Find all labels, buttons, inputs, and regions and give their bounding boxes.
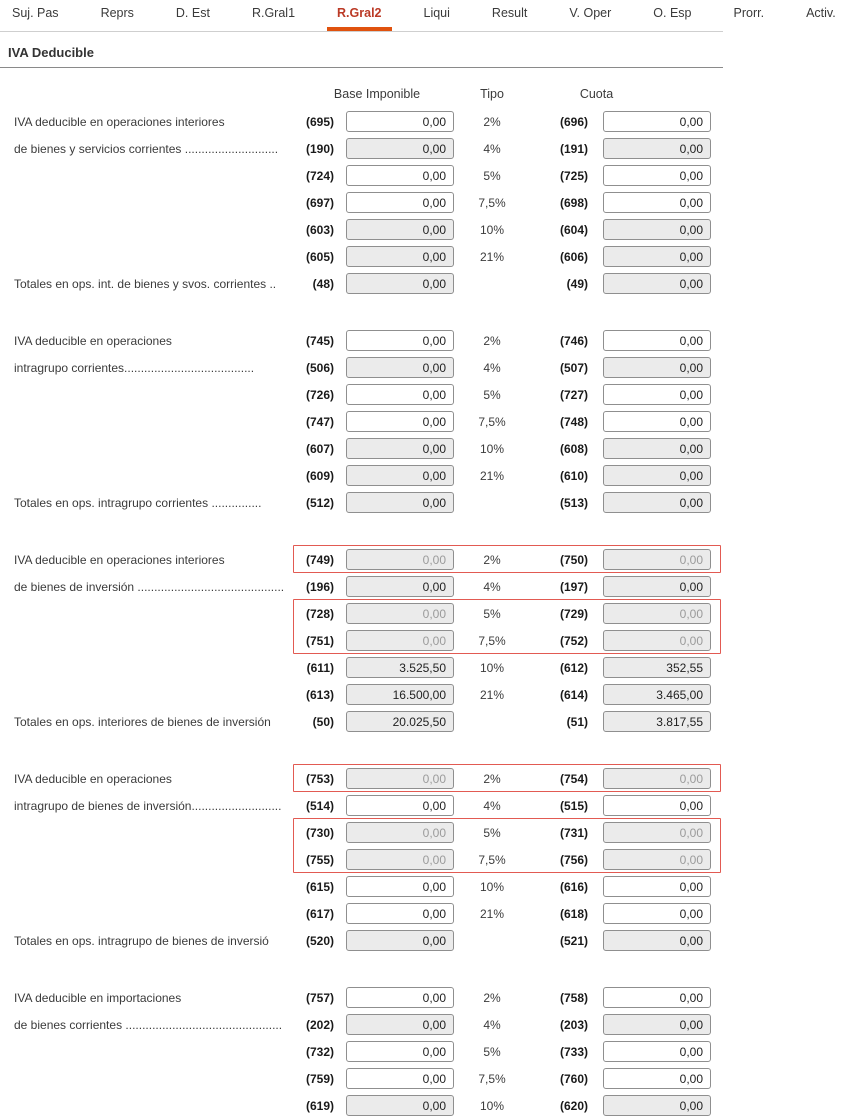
cuota-amount-input-wrap	[590, 549, 713, 570]
base-code: (611)	[306, 660, 334, 675]
base-code: (755)	[305, 852, 334, 867]
form-row	[0, 1092, 723, 1119]
base-code: (196)	[305, 579, 334, 594]
cuota-code: (614)	[559, 687, 588, 702]
form-row	[0, 1038, 723, 1065]
form-section	[0, 327, 723, 516]
base-amount-input	[346, 684, 454, 705]
cuota-amount-input	[603, 273, 711, 294]
tipo-rate: 10%	[479, 1098, 505, 1113]
cuota-amount-input-wrap	[590, 330, 713, 351]
cuota-code: (760)	[559, 1071, 588, 1086]
row-label: IVA deducible en operaciones	[14, 333, 172, 348]
base-code: (603)	[305, 222, 334, 237]
base-amount-input-wrap	[336, 438, 454, 459]
form-row	[0, 243, 723, 270]
cuota-amount-input-wrap	[590, 849, 713, 870]
cuota-code: (513)	[559, 495, 588, 510]
cuota-amount-input	[603, 576, 711, 597]
base-code: (728)	[305, 606, 334, 621]
form-row	[0, 162, 723, 189]
base-amount-input-wrap	[336, 492, 454, 513]
base-amount-input	[346, 219, 454, 240]
cuota-amount-input-wrap	[590, 603, 713, 624]
base-amount-input-wrap	[336, 192, 454, 213]
cuota-amount-input-wrap	[590, 1014, 713, 1035]
totals-row	[0, 270, 723, 297]
totals-label: Totales en ops. int. de bienes y svos. corrientes ..	[14, 276, 277, 291]
cuota-code: (696)	[559, 114, 588, 129]
base-code: (520)	[305, 933, 334, 948]
base-amount-input-wrap	[336, 849, 454, 870]
tab-bar	[0, 0, 836, 32]
form-row	[0, 462, 723, 489]
cuota-amount-input-wrap	[590, 138, 713, 159]
cuota-amount-input	[603, 684, 711, 705]
column-headers	[0, 82, 723, 106]
form-row	[0, 435, 723, 462]
form-row	[0, 573, 723, 600]
base-amount-input-wrap	[336, 903, 454, 924]
base-amount-input	[346, 138, 454, 159]
tipo-rate: 21%	[479, 249, 505, 264]
base-amount-input	[346, 849, 454, 870]
base-amount-input-wrap	[336, 384, 454, 405]
column-header-tipo: Tipo	[480, 87, 504, 101]
cuota-amount-input	[603, 630, 711, 651]
cuota-amount-input-wrap	[590, 768, 713, 789]
row-label: IVA deducible en importaciones	[14, 990, 182, 1005]
base-amount-input	[346, 930, 454, 951]
tipo-rate: 10%	[479, 441, 505, 456]
base-amount-input-wrap	[336, 411, 454, 432]
totals-row	[0, 927, 723, 954]
totals-row	[0, 708, 723, 735]
base-amount-input[interactable]	[346, 411, 454, 432]
base-code: (605)	[305, 249, 334, 264]
tab-r-gral1[interactable]: R.Gral1	[251, 6, 296, 20]
base-code: (724)	[305, 168, 334, 183]
cuota-code: (604)	[559, 222, 588, 237]
tipo-rate: 2%	[483, 114, 501, 129]
cuota-amount-input[interactable]	[603, 411, 711, 432]
base-amount-input	[346, 246, 454, 267]
base-code: (617)	[305, 906, 334, 921]
form-row	[0, 216, 723, 243]
cuota-amount-input-wrap	[590, 684, 713, 705]
cuota-amount-input	[603, 438, 711, 459]
base-amount-input[interactable]	[346, 795, 454, 816]
base-amount-input-wrap	[336, 357, 454, 378]
base-amount-input-wrap	[336, 330, 454, 351]
base-code: (615)	[305, 879, 334, 894]
cuota-code: (727)	[559, 387, 588, 402]
tipo-rate: 2%	[483, 771, 501, 786]
cuota-amount-input[interactable]	[603, 795, 711, 816]
base-amount-input-wrap	[336, 987, 454, 1008]
form-section	[0, 546, 723, 735]
base-amount-input	[346, 630, 454, 651]
base-code: (747)	[305, 414, 334, 429]
cuota-code: (698)	[559, 195, 588, 210]
form-row	[0, 354, 723, 381]
tab-liqui[interactable]: Liqui	[423, 6, 450, 20]
cuota-code: (725)	[559, 168, 588, 183]
column-header-cuota: Cuota	[579, 87, 614, 101]
base-amount-input	[346, 1014, 454, 1035]
cuota-amount-input-wrap	[590, 987, 713, 1008]
cuota-amount-input-wrap	[590, 111, 713, 132]
tipo-rate: 5%	[483, 606, 501, 621]
totals-label: Totales en ops. intragrupo corrientes ...............	[14, 495, 262, 510]
cuota-amount-input	[603, 549, 711, 570]
cuota-amount-input-wrap	[590, 357, 713, 378]
base-amount-input-wrap	[336, 930, 454, 951]
base-code: (751)	[305, 633, 334, 648]
base-amount-input[interactable]	[346, 987, 454, 1008]
cuota-code: (729)	[559, 606, 588, 621]
tipo-rate: 5%	[483, 168, 501, 183]
tipo-rate: 10%	[479, 222, 505, 237]
form-section	[0, 984, 723, 1119]
base-code: (514)	[305, 798, 334, 813]
base-amount-input-wrap	[336, 876, 454, 897]
cuota-amount-input[interactable]	[603, 1041, 711, 1062]
cuota-code: (515)	[559, 798, 588, 813]
base-code: (48)	[312, 276, 334, 291]
form-row	[0, 627, 723, 654]
cuota-amount-input-wrap	[590, 1095, 713, 1116]
cuota-amount-input[interactable]	[603, 1068, 711, 1089]
tipo-rate: 4%	[483, 798, 501, 813]
cuota-amount-input-wrap	[590, 411, 713, 432]
tipo-rate: 7,5%	[478, 1071, 506, 1086]
form-row	[0, 984, 723, 1011]
base-code: (50)	[312, 714, 334, 729]
form-row	[0, 846, 723, 873]
cuota-amount-input-wrap	[590, 384, 713, 405]
cuota-code: (191)	[559, 141, 588, 156]
base-amount-input[interactable]	[346, 1041, 454, 1062]
cuota-code: (610)	[559, 468, 588, 483]
tipo-rate: 7,5%	[478, 852, 506, 867]
cuota-amount-input-wrap	[590, 165, 713, 186]
cuota-amount-input	[603, 357, 711, 378]
base-amount-input-wrap	[336, 465, 454, 486]
cuota-amount-input[interactable]	[603, 192, 711, 213]
cuota-amount-input[interactable]	[603, 330, 711, 351]
column-header-base: Base Imponible	[333, 87, 421, 101]
cuota-code: (618)	[559, 906, 588, 921]
base-amount-input[interactable]	[346, 165, 454, 186]
base-code: (749)	[305, 552, 334, 567]
base-amount-input[interactable]	[346, 330, 454, 351]
form-row	[0, 873, 723, 900]
base-amount-input-wrap	[336, 795, 454, 816]
tab-d-est[interactable]: D. Est	[175, 6, 210, 20]
tipo-rate: 10%	[479, 879, 505, 894]
cuota-amount-input-wrap	[590, 657, 713, 678]
row-label: IVA deducible en operaciones	[14, 771, 172, 786]
form-row	[0, 792, 723, 819]
base-amount-input	[346, 603, 454, 624]
form-row	[0, 189, 723, 216]
base-amount-input	[346, 768, 454, 789]
base-code: (190)	[305, 141, 334, 156]
cuota-amount-input-wrap	[590, 903, 713, 924]
cuota-amount-input	[603, 822, 711, 843]
form-row	[0, 1065, 723, 1092]
cuota-amount-input-wrap	[590, 630, 713, 651]
tab-suj-pas[interactable]: Suj. Pas	[12, 6, 59, 20]
cuota-code: (49)	[566, 276, 588, 291]
tipo-rate: 4%	[483, 1017, 501, 1032]
base-code: (697)	[305, 195, 334, 210]
base-code: (757)	[305, 990, 334, 1005]
form-row	[0, 135, 723, 162]
form-row	[0, 408, 723, 435]
base-code: (619)	[305, 1098, 334, 1113]
cuota-code: (203)	[559, 1017, 588, 1032]
tipo-rate: 4%	[483, 141, 501, 156]
tipo-rate: 5%	[483, 387, 501, 402]
form-row	[0, 681, 723, 708]
tipo-rate: 2%	[483, 552, 501, 567]
cuota-amount-input-wrap	[590, 438, 713, 459]
cuota-amount-input[interactable]	[603, 111, 711, 132]
base-amount-input-wrap	[336, 165, 454, 186]
base-amount-input[interactable]	[346, 903, 454, 924]
base-amount-input-wrap	[336, 1014, 454, 1035]
page-title: IVA Deducible	[8, 45, 94, 60]
cuota-code: (746)	[559, 333, 588, 348]
base-amount-input	[346, 438, 454, 459]
tab-reprs[interactable]: Reprs	[100, 6, 134, 20]
cuota-amount-input	[603, 849, 711, 870]
base-amount-input-wrap	[336, 246, 454, 267]
row-label: IVA deducible en operaciones interiores	[14, 552, 225, 567]
cuota-amount-input-wrap	[590, 1068, 713, 1089]
cuota-code: (731)	[559, 825, 588, 840]
base-amount-input-wrap	[336, 219, 454, 240]
cuota-code: (606)	[559, 249, 588, 264]
cuota-amount-input-wrap	[590, 1041, 713, 1062]
cuota-amount-input-wrap	[590, 822, 713, 843]
base-amount-input-wrap	[336, 576, 454, 597]
cuota-amount-input-wrap	[590, 930, 713, 951]
cuota-amount-input-wrap	[590, 492, 713, 513]
cuota-code: (616)	[559, 879, 588, 894]
form-section	[0, 108, 723, 297]
base-amount-input	[346, 711, 454, 732]
base-amount-input-wrap	[336, 273, 454, 294]
base-code: (695)	[305, 114, 334, 129]
form-row	[0, 819, 723, 846]
cuota-amount-input	[603, 657, 711, 678]
tipo-rate: 7,5%	[478, 414, 506, 429]
tipo-rate: 10%	[479, 660, 505, 675]
cuota-amount-input	[603, 603, 711, 624]
tipo-rate: 2%	[483, 990, 501, 1005]
form-row	[0, 546, 723, 573]
cuota-code: (608)	[559, 441, 588, 456]
cuota-amount-input	[603, 711, 711, 732]
cuota-code: (754)	[559, 771, 588, 786]
base-code: (745)	[305, 333, 334, 348]
base-amount-input	[346, 549, 454, 570]
cuota-code: (612)	[559, 660, 588, 675]
base-amount-input-wrap	[336, 1068, 454, 1089]
base-amount-input-wrap	[336, 138, 454, 159]
tab-r-gral2[interactable]: R.Gral2	[327, 0, 391, 31]
base-amount-input-wrap	[336, 822, 454, 843]
base-amount-input	[346, 465, 454, 486]
cuota-amount-input[interactable]	[603, 384, 711, 405]
tipo-rate: 21%	[479, 906, 505, 921]
base-amount-input[interactable]	[346, 876, 454, 897]
cuota-code: (748)	[559, 414, 588, 429]
base-amount-input-wrap	[336, 603, 454, 624]
base-amount-input	[346, 357, 454, 378]
base-amount-input	[346, 273, 454, 294]
cuota-amount-input[interactable]	[603, 903, 711, 924]
base-amount-input-wrap	[336, 684, 454, 705]
cuota-amount-input	[603, 930, 711, 951]
tab-result[interactable]: Result	[491, 6, 528, 20]
totals-label: Totales en ops. intragrupo de bienes de inversió	[14, 933, 269, 948]
base-amount-input-wrap	[336, 768, 454, 789]
form-row	[0, 1011, 723, 1038]
tab-activ[interactable]: Activ.	[806, 6, 836, 20]
row-label: IVA deducible en operaciones interiores	[14, 114, 225, 129]
form-row	[0, 327, 723, 354]
cuota-amount-input	[603, 465, 711, 486]
base-code: (732)	[305, 1044, 334, 1059]
cuota-code: (51)	[566, 714, 588, 729]
row-label: intragrupo corrientes.......................................	[14, 360, 255, 375]
base-code: (506)	[305, 360, 334, 375]
tab-v-oper[interactable]: V. Oper	[569, 6, 612, 20]
base-amount-input	[346, 492, 454, 513]
base-amount-input-wrap	[336, 630, 454, 651]
base-amount-input-wrap	[336, 1095, 454, 1116]
cuota-amount-input	[603, 219, 711, 240]
tipo-rate: 7,5%	[478, 195, 506, 210]
cuota-amount-input-wrap	[590, 192, 713, 213]
cuota-code: (197)	[559, 579, 588, 594]
form-row	[0, 654, 723, 681]
tipo-rate: 5%	[483, 825, 501, 840]
cuota-amount-input	[603, 246, 711, 267]
base-code: (607)	[305, 441, 334, 456]
totals-label: Totales en ops. interiores de bienes de inversión	[14, 714, 271, 729]
totals-row	[0, 489, 723, 516]
base-amount-input-wrap	[336, 111, 454, 132]
cuota-amount-input[interactable]	[603, 987, 711, 1008]
cuota-amount-input-wrap	[590, 711, 713, 732]
base-code: (609)	[305, 468, 334, 483]
form-row	[0, 600, 723, 627]
base-amount-input-wrap	[336, 711, 454, 732]
cuota-amount-input-wrap	[590, 273, 713, 294]
base-amount-input	[346, 576, 454, 597]
cuota-code: (733)	[559, 1044, 588, 1059]
base-code: (202)	[305, 1017, 334, 1032]
cuota-amount-input-wrap	[590, 219, 713, 240]
base-code: (726)	[305, 387, 334, 402]
tipo-rate: 21%	[479, 468, 505, 483]
cuota-amount-input-wrap	[590, 795, 713, 816]
cuota-amount-input	[603, 1014, 711, 1035]
base-amount-input	[346, 1095, 454, 1116]
base-code: (512)	[305, 495, 334, 510]
base-code: (730)	[305, 825, 334, 840]
base-amount-input[interactable]	[346, 384, 454, 405]
tab-prorr[interactable]: Prorr.	[733, 6, 765, 20]
row-label: de bienes de inversión ............................................	[14, 579, 285, 594]
form-row	[0, 381, 723, 408]
base-amount-input	[346, 657, 454, 678]
cuota-amount-input	[603, 768, 711, 789]
cuota-code: (507)	[559, 360, 588, 375]
cuota-amount-input	[603, 138, 711, 159]
base-amount-input[interactable]	[346, 1068, 454, 1089]
form-section	[0, 765, 723, 954]
base-amount-input-wrap	[336, 549, 454, 570]
section-title-bar	[0, 32, 723, 68]
cuota-code: (620)	[559, 1098, 588, 1113]
cuota-amount-input	[603, 1095, 711, 1116]
base-amount-input[interactable]	[346, 111, 454, 132]
cuota-amount-input[interactable]	[603, 876, 711, 897]
base-code: (759)	[305, 1071, 334, 1086]
tipo-rate: 5%	[483, 1044, 501, 1059]
tipo-rate: 7,5%	[478, 633, 506, 648]
form-row	[0, 900, 723, 927]
base-amount-input	[346, 822, 454, 843]
tipo-rate: 4%	[483, 579, 501, 594]
cuota-amount-input	[603, 492, 711, 513]
row-label: de bienes corrientes ...............................................	[14, 1017, 283, 1032]
cuota-amount-input-wrap	[590, 576, 713, 597]
tipo-rate: 4%	[483, 360, 501, 375]
base-amount-input-wrap	[336, 1041, 454, 1062]
form-body	[0, 106, 723, 1119]
cuota-code: (750)	[559, 552, 588, 567]
cuota-code: (521)	[559, 933, 588, 948]
cuota-code: (752)	[559, 633, 588, 648]
tipo-rate: 21%	[479, 687, 505, 702]
base-amount-input-wrap	[336, 657, 454, 678]
form-row	[0, 108, 723, 135]
tab-o-esp[interactable]: O. Esp	[653, 6, 692, 20]
cuota-amount-input-wrap	[590, 876, 713, 897]
row-label: intragrupo de bienes de inversión...........................	[14, 798, 282, 813]
base-code: (613)	[305, 687, 334, 702]
base-code: (753)	[305, 771, 334, 786]
cuota-code: (758)	[559, 990, 588, 1005]
base-amount-input[interactable]	[346, 192, 454, 213]
cuota-amount-input-wrap	[590, 246, 713, 267]
form-row	[0, 765, 723, 792]
cuota-amount-input-wrap	[590, 465, 713, 486]
tipo-rate: 2%	[483, 333, 501, 348]
cuota-code: (756)	[559, 852, 588, 867]
cuota-amount-input[interactable]	[603, 165, 711, 186]
row-label: de bienes y servicios corrientes ............................	[14, 141, 279, 156]
